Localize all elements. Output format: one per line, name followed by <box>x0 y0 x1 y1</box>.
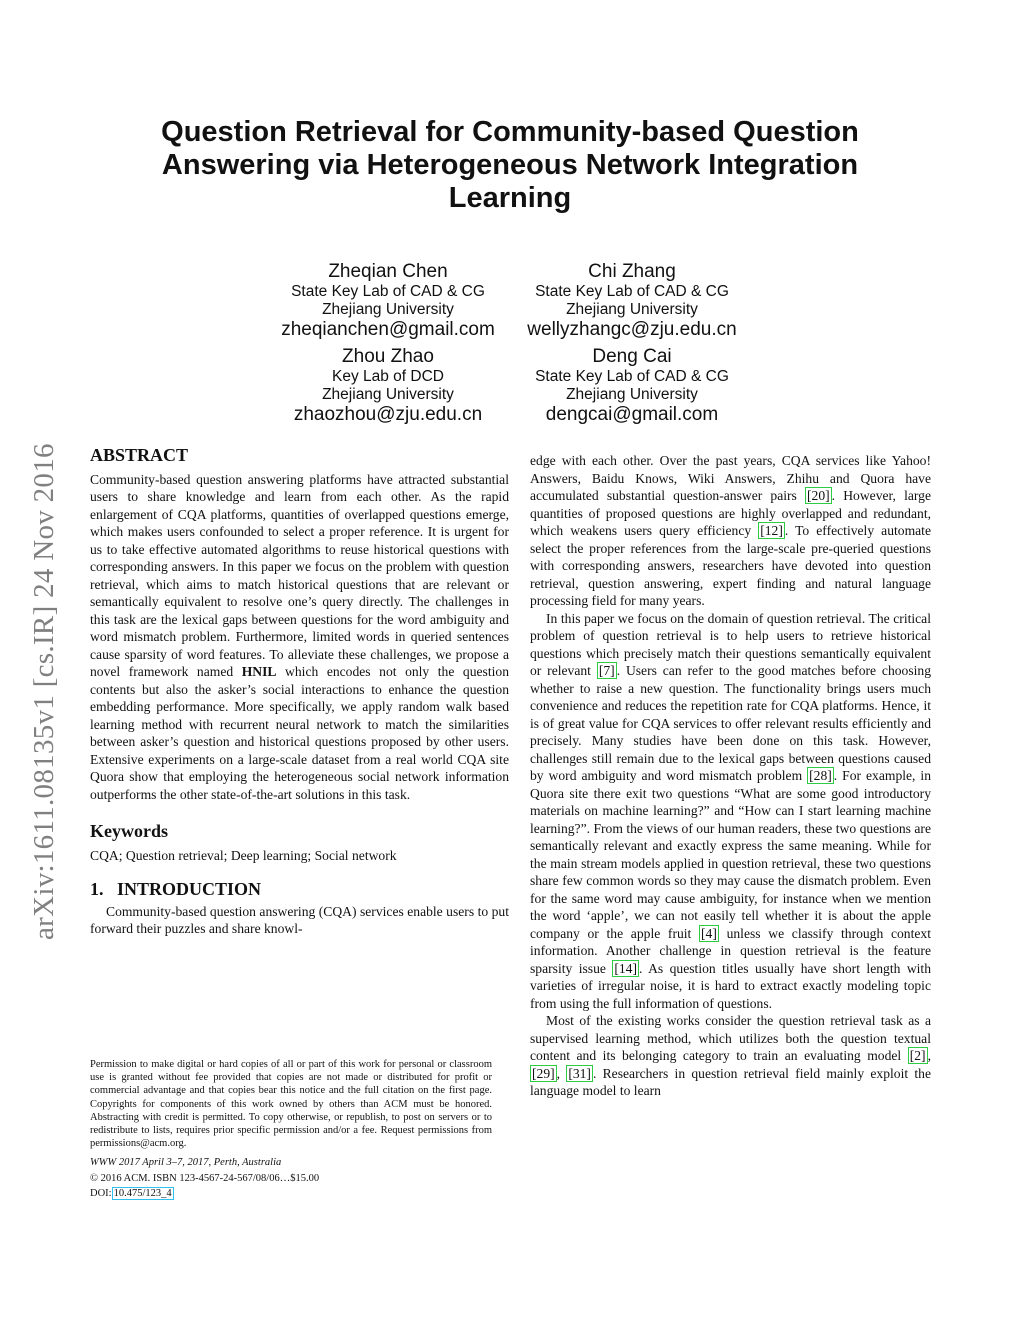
acm-isbn: © 2016 ACM. ISBN 123-4567-24-567/08/06…$15.00 <box>90 1172 320 1184</box>
author-affiliation: State Key Lab of CAD & CG <box>291 283 485 300</box>
author-email[interactable]: zheqianchen@gmail.com <box>281 319 495 340</box>
title-line-1: Question Retrieval for Community-based Question <box>161 116 859 148</box>
title-line-2: Answering via Heterogeneous Network Integration <box>161 149 859 181</box>
paragraph-text: . Researchers in question retrieval field mainly exploit the language model to learn <box>530 1065 932 1098</box>
author-affiliation: Key Lab of DCD <box>332 368 444 385</box>
author-email[interactable]: wellyzhangc@zju.edu.cn <box>527 319 737 340</box>
author-email[interactable]: dengcai@gmail.com <box>545 404 719 425</box>
paragraph-text: . To effectively automate select the proper references from the large-scale pre-queried questions with corresponding answers, researchers have devoted into question retrieval, question answering, expert finding and natural language processing field for many years. <box>530 523 931 608</box>
abstract-text-1: Community-based question answering platforms have attracted substantial users to share knowledge and learn from each other. As the rapid enlargement of CQA platforms, quantities of overlapped questions emerge, which makes users confounded to select a proper reference. It is urgent for us to take effective automated algorithms to reuse historical questions with corresponding answers. In this paper we focus on the problem with question retrieval, which aims to match historical questions that are relevant or semantically equivalent to resolve one’s query directly. The challenges in this task are the lexical gaps between questions for the word ambiguity and word mismatch problem. Furthermore, limited words in queried sentences cause sparsity of word features. To alleviate these challenges, we propose a novel framework named <box>90 471 509 679</box>
author-university: Zhejiang University <box>322 386 454 403</box>
permission-text: Permission to make digital or hard copies of all or part of this work for personal or classroom use is granted without fee provided that copies are not made or distributed for profit or commercial advantage and that copies bear this notice and the full citation on the first page. Copyrights for components of this work owned by others than ACM must be honored. Abstracting with credit is permitted. To copy otherwise, or republish, to post on servers or to redistribute to lists, requires prior specific permission and/or a fee. Request permissions from permissions@acm.org. <box>90 1059 492 1150</box>
copyright-notice <box>90 1058 492 1200</box>
paragraph-text: . For example, in Quora site there exit two questions “What are some good introductory materials on machine learning?” and “How can I start learning machine learning?”. From the views of our human readers, these two questions are semantically relevant and exactly express the same meaning. While for the main stream models applied in question retrieval, these two questions share few common words so they may cause the dismatch problem. Even for the same word may cause ambiguity, for instance when we mention the word ‘apple’, we can not easily tell whether it is about the apple company or the apple fruit <box>530 768 931 941</box>
citation-link[interactable]: [2] <box>909 1048 926 1063</box>
citation-link[interactable]: [31] <box>568 1065 591 1081</box>
abstract-body <box>90 471 509 804</box>
intro-paragraph-continued <box>530 452 931 610</box>
doi-line <box>90 1187 492 1200</box>
author-affiliation: State Key Lab of CAD & CG <box>535 283 729 300</box>
author-university: Zhejiang University <box>566 386 698 403</box>
paper-title <box>120 116 900 215</box>
author-name: Deng Cai <box>592 346 672 367</box>
author-block-2 <box>502 261 762 341</box>
abstract-text-2: which encodes not only the question contents but also the asker’s social interactions to enhance the question embedding performance. More specifically, we apply random walk based learning method with recurrent neural network to match the similarities between asker’s question and historical questions proposed by other users. Extensive experiments on a large-scale dataset from a real world CQA site Quora show that employing the heterogeneous social network information outperforms the other state-of-the-art solutions in this task. <box>90 664 509 802</box>
intro-paragraph: Community-based question answering (CQA) services enable users to put forward their puzzles and share knowl- <box>90 903 509 936</box>
intro-heading: 1. INTRODUCTION <box>90 879 262 899</box>
framework-name: HNIL <box>241 664 277 679</box>
author-name: Zheqian Chen <box>328 261 448 282</box>
author-block-3 <box>258 346 518 426</box>
citation-link[interactable]: [28] <box>809 768 832 783</box>
author-name: Zhou Zhao <box>342 346 434 367</box>
paragraph-text: . As question titles usually have short length with varieties of irregular noise, it is hard to extract exactly modeling topic from using the full information of questions. <box>530 960 932 1011</box>
citation-link[interactable]: [7] <box>598 663 615 678</box>
paragraph-text: In this paper we focus on the domain of question retrieval. The critical problem of question retrieval is to help users to retrieve historical questions which precisely match their questions semantically equivalent or relevant <box>530 610 931 678</box>
paragraph-text: . However, large quantities of proposed questions are highly overlapped and redundant, which weakens users query efficiency <box>530 488 931 538</box>
paragraph-text: unless we classify through context information. Another challenge in question retrieval is the feature sparsity issue <box>530 925 931 976</box>
paragraph-text: Most of the existing works consider the question retrieval task as a supervised learning method, which utilizes both the question textual content and its belonging category to train an evaluating model <box>530 1013 931 1063</box>
paragraph-text: . Users can refer to the good matches before choosing whether to raise a new question. The functionality brings users much convenience and reduces the repetition rate for CQA platforms. Hence, it is of great value for CQA services to offer relevant results efficiently and precisely. Many studies have been done on this task. However, challenges still remain due to the lexical gaps between questions caused by word ambiguity and word mismatch problem <box>530 663 931 783</box>
citation-link[interactable]: [4] <box>701 925 717 941</box>
arxiv-identifier: arXiv:1611.08135v1 [cs.IR] 24 Nov 2016 <box>28 443 60 940</box>
author-name: Chi Zhang <box>588 261 676 282</box>
author-university: Zhejiang University <box>566 301 698 318</box>
author-email[interactable]: zhaozhou@zju.edu.cn <box>293 404 483 425</box>
citation-link[interactable]: [12] <box>760 523 783 538</box>
citation-link[interactable]: [20] <box>807 488 830 503</box>
doi-link[interactable]: 10.475/123_4 <box>113 1187 172 1199</box>
right-column <box>530 452 931 1100</box>
author-block-1 <box>258 261 518 341</box>
author-affiliation: State Key Lab of CAD & CG <box>535 368 729 385</box>
title-line-3: Learning <box>448 182 572 214</box>
conference-info: WWW 2017 April 3–7, 2017, Perth, Australia <box>90 1157 282 1169</box>
author-block-4 <box>502 346 762 426</box>
abstract-heading: ABSTRACT <box>90 445 189 465</box>
doi-label: DOI: <box>90 1187 112 1199</box>
existing-works-paragraph: Most of the existing works consider the question retrieval task as a supervised learning method, which utilizes both the question textual content and its belonging category to train an evaluating model [2] , [29] , [31] . Researchers in question retrieval field mainly exploit the language model to learn <box>530 1013 932 1098</box>
citation-link[interactable]: [29] <box>532 1065 555 1081</box>
keywords-heading: Keywords <box>90 821 168 841</box>
citation-link[interactable]: [14] <box>614 960 638 976</box>
paragraph-text: edge with each other. Over the past years, CQA services like Yahoo! Answers, Baidu Knows, Wiki Answers, Zhihu and Quora have accumulated substantial question-answer pairs <box>530 453 931 503</box>
author-university: Zhejiang University <box>322 301 454 318</box>
keywords-text: CQA; Question retrieval; Deep learning; Social network <box>90 847 397 863</box>
retrieval-paragraph <box>530 610 931 1013</box>
left-column <box>90 447 509 938</box>
